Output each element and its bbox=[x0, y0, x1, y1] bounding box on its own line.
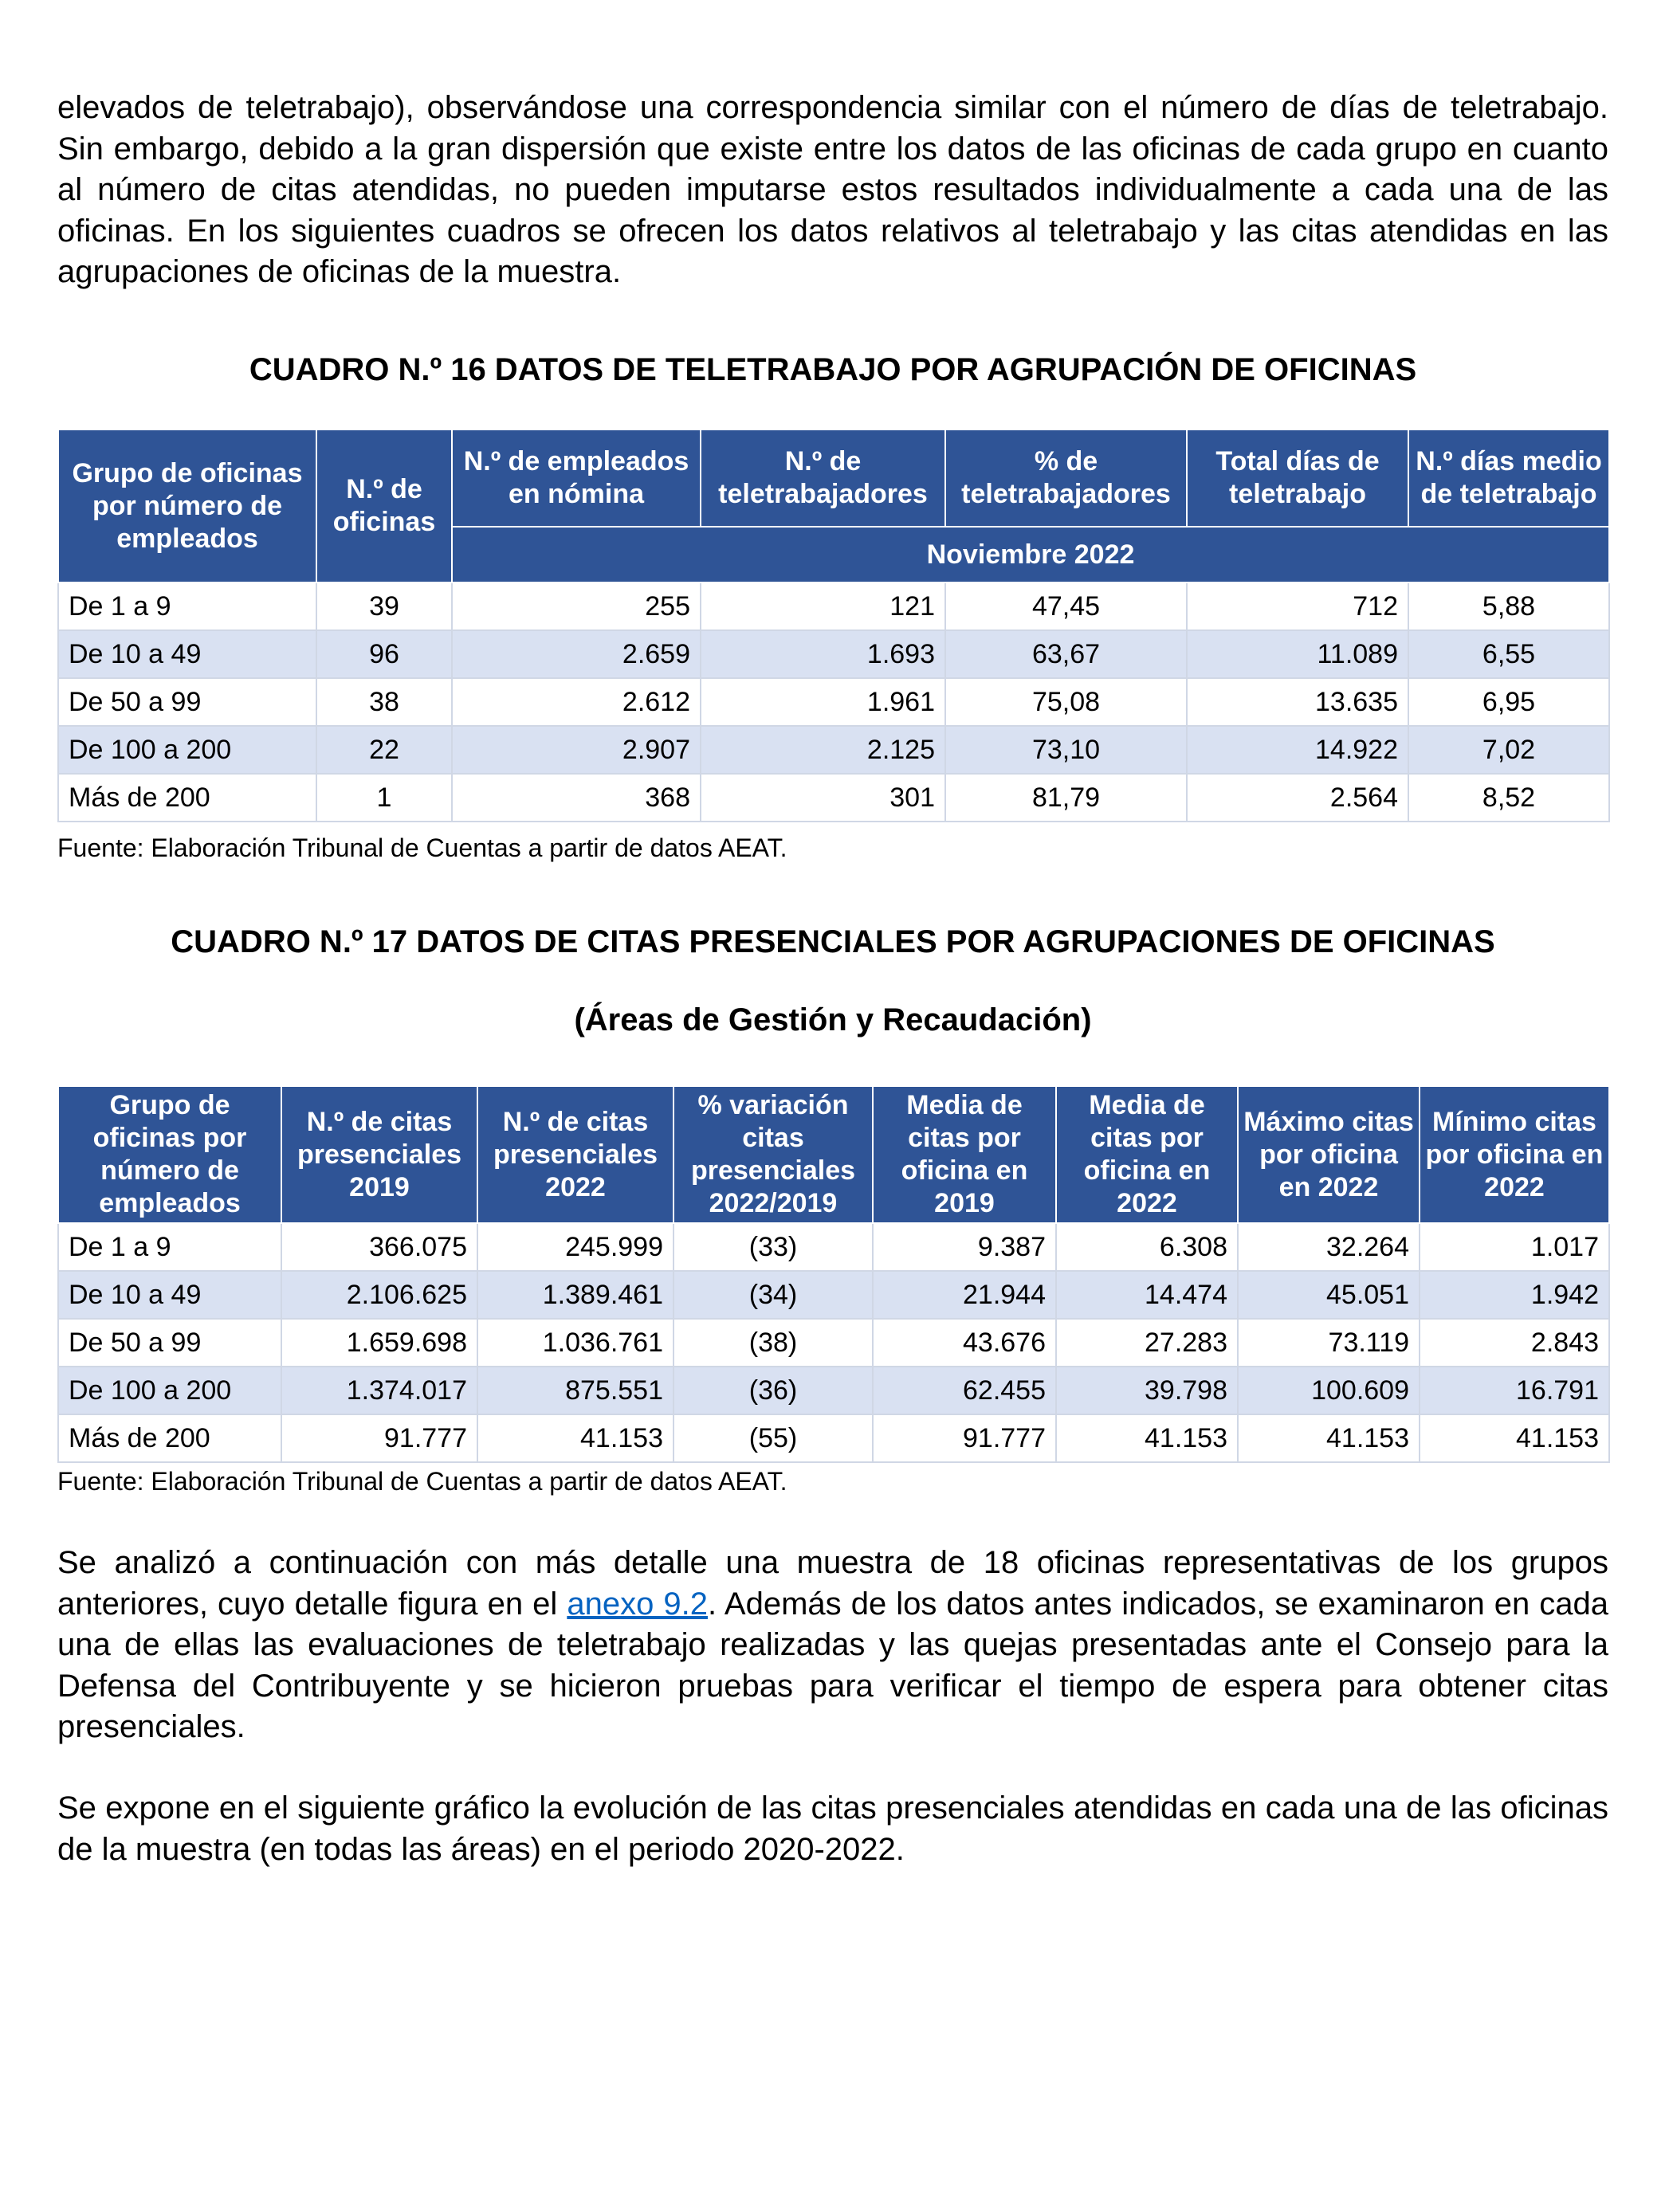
table16-header-total-days: Total días de teletrabajo bbox=[1187, 429, 1408, 527]
table-cell: 21.944 bbox=[873, 1271, 1056, 1319]
table-row bbox=[58, 774, 1609, 822]
table-cell: 14.474 bbox=[1056, 1271, 1238, 1319]
table-cell: 43.676 bbox=[873, 1319, 1056, 1367]
table17-header-variation: % variación citas presenciales 2022/2019 bbox=[673, 1086, 873, 1223]
table16-header-offices: N.º de oficinas bbox=[316, 429, 452, 582]
table-row bbox=[58, 1271, 1609, 1319]
table-cell: 38 bbox=[316, 678, 452, 726]
table16-title: CUADRO N.º 16 DATOS DE TELETRABAJO POR AGRUPACIÓN DE OFICINAS bbox=[249, 352, 1417, 387]
table-cell: (38) bbox=[673, 1319, 873, 1367]
table-cell: 81,79 bbox=[945, 774, 1187, 822]
table-cell: 41.153 bbox=[477, 1414, 673, 1462]
table16-header-avg-days: N.º días medio de teletrabajo bbox=[1408, 429, 1609, 527]
table17 bbox=[57, 1085, 1610, 1463]
table-row bbox=[58, 678, 1609, 726]
table-cell: 7,02 bbox=[1408, 726, 1609, 774]
table-cell: 1.659.698 bbox=[281, 1319, 477, 1367]
table-row bbox=[58, 726, 1609, 774]
table17-source: Fuente: Elaboración Tribunal de Cuentas a partir de datos AEAT. bbox=[57, 1467, 787, 1496]
table-cell: 1.961 bbox=[701, 678, 945, 726]
table-cell: 5,88 bbox=[1408, 582, 1609, 630]
table16-period: Noviembre 2022 bbox=[452, 527, 1609, 582]
table-cell: 63,67 bbox=[945, 630, 1187, 678]
table-row bbox=[58, 1414, 1609, 1462]
table-cell: 1.389.461 bbox=[477, 1271, 673, 1319]
table-cell: 255 bbox=[452, 582, 701, 630]
table-row bbox=[58, 1223, 1609, 1271]
table-cell: 1 bbox=[316, 774, 452, 822]
table-cell: 1.374.017 bbox=[281, 1367, 477, 1414]
table-cell: 245.999 bbox=[477, 1223, 673, 1271]
table17-header-citas-2022: N.º de citas presenciales 2022 bbox=[477, 1086, 673, 1223]
paragraph-chart-intro: Se expone en el siguiente gráfico la evolución de las citas presenciales atendidas en cada una de las oficinas de la muestra (en todas las áreas) en el periodo 2020-2022. bbox=[57, 1790, 1608, 1867]
table-cell: 16.791 bbox=[1420, 1367, 1609, 1414]
table-cell: 2.106.625 bbox=[281, 1271, 477, 1319]
table-cell: De 50 a 99 bbox=[58, 678, 316, 726]
table-cell: 1.693 bbox=[701, 630, 945, 678]
annex-link[interactable]: anexo 9.2 bbox=[567, 1586, 708, 1622]
table17-title: CUADRO N.º 17 DATOS DE CITAS PRESENCIALES POR AGRUPACIONES DE OFICINAS bbox=[171, 924, 1495, 959]
table-row bbox=[58, 582, 1609, 630]
table17-header-avg-2022: Media de citas por oficina en 2022 bbox=[1056, 1086, 1238, 1223]
table-cell: 2.612 bbox=[452, 678, 701, 726]
table-cell: 1.942 bbox=[1420, 1271, 1609, 1319]
table-cell: 96 bbox=[316, 630, 452, 678]
table17-header-row bbox=[58, 1086, 1609, 1223]
table-cell: 41.153 bbox=[1420, 1414, 1609, 1462]
table-cell: (36) bbox=[673, 1367, 873, 1414]
table-cell: 11.089 bbox=[1187, 630, 1408, 678]
table-cell: 2.843 bbox=[1420, 1319, 1609, 1367]
table17-header-min-2022: Mínimo citas por oficina en 2022 bbox=[1420, 1086, 1609, 1223]
table-cell: 39 bbox=[316, 582, 452, 630]
table-cell: 47,45 bbox=[945, 582, 1187, 630]
table-cell: 2.659 bbox=[452, 630, 701, 678]
table-cell: 41.153 bbox=[1056, 1414, 1238, 1462]
table-cell: 121 bbox=[701, 582, 945, 630]
table-cell: 73.119 bbox=[1238, 1319, 1420, 1367]
table-cell: 62.455 bbox=[873, 1367, 1056, 1414]
table-cell: 45.051 bbox=[1238, 1271, 1420, 1319]
table-cell: Más de 200 bbox=[58, 1414, 281, 1462]
table16-header-group: Grupo de oficinas por número de empleados bbox=[58, 429, 316, 582]
table-cell: 14.922 bbox=[1187, 726, 1408, 774]
table-cell: 39.798 bbox=[1056, 1367, 1238, 1414]
table-row bbox=[58, 630, 1609, 678]
table-cell: 91.777 bbox=[873, 1414, 1056, 1462]
table-cell: 875.551 bbox=[477, 1367, 673, 1414]
table-cell: 41.153 bbox=[1238, 1414, 1420, 1462]
table17-header-group: Grupo de oficinas por número de empleados bbox=[58, 1086, 281, 1223]
table-cell: (33) bbox=[673, 1223, 873, 1271]
table-cell: De 10 a 49 bbox=[58, 1271, 281, 1319]
table-cell: 301 bbox=[701, 774, 945, 822]
table-cell: 366.075 bbox=[281, 1223, 477, 1271]
table-cell: 22 bbox=[316, 726, 452, 774]
paragraph-sample bbox=[57, 1543, 1608, 1748]
table17-subtitle: (Áreas de Gestión y Recaudación) bbox=[574, 1002, 1092, 1037]
table-cell: 712 bbox=[1187, 582, 1408, 630]
table-cell: 75,08 bbox=[945, 678, 1187, 726]
table-cell: 91.777 bbox=[281, 1414, 477, 1462]
table-cell: 6,55 bbox=[1408, 630, 1609, 678]
table17-header-max-2022: Máximo citas por oficina en 2022 bbox=[1238, 1086, 1420, 1223]
table-cell: 8,52 bbox=[1408, 774, 1609, 822]
table-cell: De 1 a 9 bbox=[58, 1223, 281, 1271]
table16-source: Fuente: Elaboración Tribunal de Cuentas a partir de datos AEAT. bbox=[57, 833, 787, 862]
table-cell: (34) bbox=[673, 1271, 873, 1319]
table-row bbox=[58, 1319, 1609, 1367]
paragraph-sample-text-2: . Además de los datos antes indicados, se examinaron en cada una de ellas las evaluaciones de teletrabajo realizadas y las quejas presentadas ante el Consejo para la Defensa del Contribuyente y se hicieron pruebas para verificar el tiempo de espera para obtener citas presenciales. bbox=[57, 1586, 1609, 1744]
table16-header-row bbox=[58, 429, 1609, 527]
table-cell: 9.387 bbox=[873, 1223, 1056, 1271]
table-cell: 2.125 bbox=[701, 726, 945, 774]
table-cell: 100.609 bbox=[1238, 1367, 1420, 1414]
intro-paragraph: elevados de teletrabajo), observándose una correspondencia similar con el número de días de teletrabajo. Sin embargo, debido a la gran dispersión que existe entre los datos de las oficinas de cada grupo en cuanto al número de citas atendidas, no pueden imputarse estos resultados individualmente a cada una de las oficinas. En los siguientes cuadros se ofrecen los datos relativos al teletrabajo y las citas atendidas en las agrupaciones de oficinas de la muestra. bbox=[57, 90, 1608, 289]
table17-header-avg-2019: Media de citas por oficina en 2019 bbox=[873, 1086, 1056, 1223]
table-row bbox=[58, 1367, 1609, 1414]
table-cell: 2.564 bbox=[1187, 774, 1408, 822]
table-cell: De 50 a 99 bbox=[58, 1319, 281, 1367]
table16-header-employees: N.º de empleados en nómina bbox=[452, 429, 701, 527]
table17-header-citas-2019: N.º de citas presenciales 2019 bbox=[281, 1086, 477, 1223]
table16 bbox=[57, 429, 1610, 822]
table-cell: 368 bbox=[452, 774, 701, 822]
table-cell: 27.283 bbox=[1056, 1319, 1238, 1367]
table-cell: 1.017 bbox=[1420, 1223, 1609, 1271]
table-cell: 13.635 bbox=[1187, 678, 1408, 726]
table-cell: 73,10 bbox=[945, 726, 1187, 774]
table-cell: 6,95 bbox=[1408, 678, 1609, 726]
table-cell: 1.036.761 bbox=[477, 1319, 673, 1367]
table-cell: Más de 200 bbox=[58, 774, 316, 822]
table-cell: (55) bbox=[673, 1414, 873, 1462]
table-cell: De 100 a 200 bbox=[58, 1367, 281, 1414]
table-cell: 2.907 bbox=[452, 726, 701, 774]
table-cell: De 1 a 9 bbox=[58, 582, 316, 630]
table-cell: De 10 a 49 bbox=[58, 630, 316, 678]
table-cell: 32.264 bbox=[1238, 1223, 1420, 1271]
paragraph-sample-text-1: Se analizó a continuación con más detalle una muestra de 18 oficinas representativas de los grupos anteriores, cuyo detalle figura en el bbox=[57, 1545, 1608, 1622]
table16-header-pct-teleworkers: % de teletrabajadores bbox=[945, 429, 1187, 527]
table-cell: 6.308 bbox=[1056, 1223, 1238, 1271]
table16-header-teleworkers: N.º de teletrabajadores bbox=[701, 429, 945, 527]
table-cell: De 100 a 200 bbox=[58, 726, 316, 774]
